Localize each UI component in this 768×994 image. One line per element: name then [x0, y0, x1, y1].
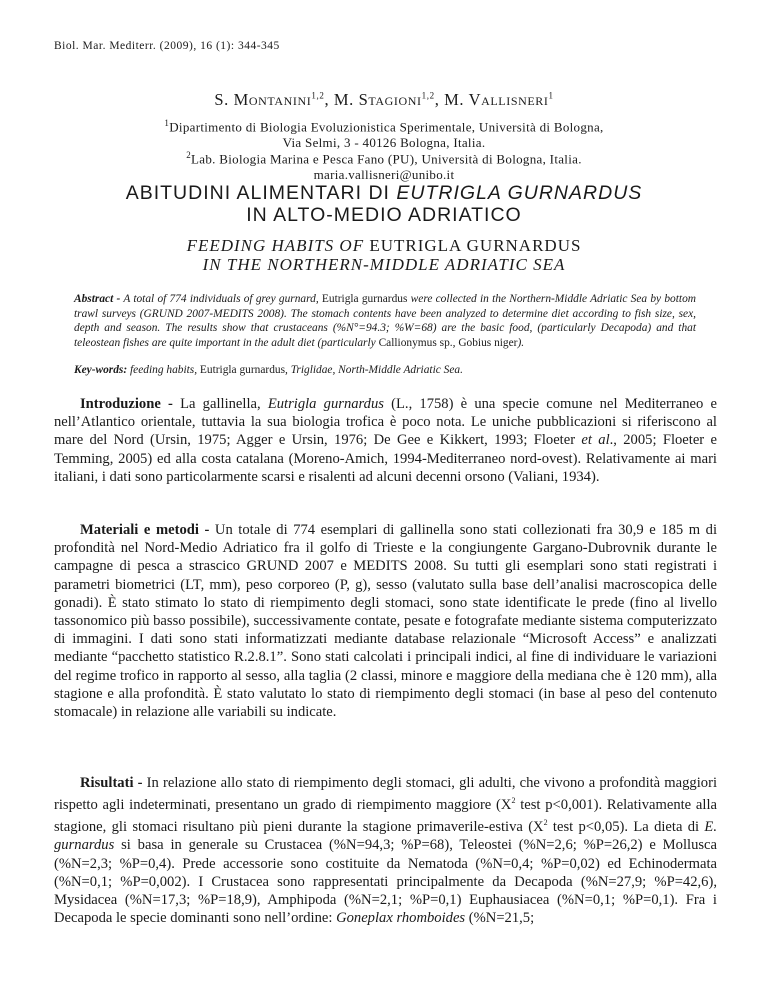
- affiliation-line: Via Selmi, 3 - 40126 Bologna, Italia.: [282, 135, 486, 151]
- affiliation-line: Dipartimento di Biologia Evoluzionistica Sperimentale, Università di Bologna,: [169, 119, 604, 135]
- abstract-text: ,: [452, 336, 459, 349]
- title-text: IN ALTO-MEDIO ADRIATICO: [246, 204, 522, 226]
- abstract-text: ).: [517, 336, 525, 349]
- section-heading: Risultati -: [80, 775, 143, 791]
- affiliation-1: [0, 115, 768, 151]
- abstract-species: Gobius niger: [458, 336, 518, 349]
- section-results: [54, 774, 717, 927]
- keywords-species: Eutrigla gurnardus: [199, 364, 286, 376]
- keywords-text: , Triglidae, North-Middle Adriatic Sea.: [285, 364, 463, 376]
- abstract-species: Callionymus sp.: [378, 336, 453, 349]
- body-text: (%N=21,5;: [465, 910, 535, 927]
- body-text: In relazione allo stato di riempimento degli stomaci, gli adulti, che vivono a profondità maggiori rispetto agli indeterminati, presentano un grado di riempimento maggiore (X: [54, 775, 717, 814]
- abstract: [74, 292, 696, 350]
- section-heading: Introduzione -: [80, 396, 173, 412]
- title-italian: [0, 182, 768, 226]
- keywords-label: Key-words:: [74, 364, 128, 376]
- title-species: EUTRIGLA GURNARDUS: [396, 182, 643, 204]
- body-text: Un totale di 774 esemplari di gallinella sono stati collezionati fra 30,9 e 185 m di profondità nel Nord-Medio Adriatico fra il golfo di Trieste e la congiungente Gargano-Dubrovnik durante le campagne di pesca a strascico GRUND 2007 e MEDITS 2008. Su tutti gli esemplari sono stati registrati i parametri biometrici (LT, mm), peso corporeo (P, g), sesso (valutato sulla base dell’analisi macroscopica delle gonadi). È stato stimato lo stato di riempimento degli stomaci, sono state identificate le prede (fino al livello tassonomico più basso possibile), successivamente contate, pesate e fotografate mediante sistema computerizzato di immagini. I dati sono stati informatizzati mediante database relazionale “Microsoft Access” e analizzati mediante “pacchetto statistico R.2.8.1”. Sono stati calcolati i principali indici, al fine di individuare le variazioni del regime trofico in rapporto al sesso, alla taglia (2 classi, minore e maggiore della mediana che è 120 mm), alla stagione e alla profondità. È stato valutato lo stato di riempimento degli stomaci (in base al peso del contenuto stomacale) in relazione alle variabili su indicate.: [54, 522, 717, 721]
- author-affiliation-mark: 1: [548, 90, 554, 101]
- abstract-text: A total of 774 individuals of grey gurnard,: [120, 293, 322, 305]
- author-affiliation-mark: 1,2: [421, 90, 435, 101]
- superscript: 2: [511, 796, 516, 806]
- body-text: et al: [581, 432, 610, 449]
- section-methods: [54, 521, 717, 721]
- title-species: EUTRIGLA GURNARDUS: [369, 236, 582, 255]
- title-english: [0, 236, 768, 274]
- affiliation-line: Lab. Biologia Marina e Pesca Fano (PU), Università di Bologna, Italia.: [191, 151, 582, 167]
- superscript: 2: [543, 818, 548, 828]
- journal-citation: Biol. Mar. Mediterr. (2009), 16 (1): 344-345: [54, 40, 280, 52]
- section-introduction: [54, 395, 717, 486]
- body-text: test p<0,05). La dieta di: [547, 819, 705, 836]
- title-text: FEEDING HABITS OF: [186, 236, 370, 255]
- affiliation-mark: 1: [164, 118, 170, 128]
- author-affiliation-mark: 1,2: [311, 90, 325, 101]
- title-text: IN THE NORTHERN-MIDDLE ADRIATIC SEA: [202, 255, 566, 274]
- section-heading: Materiali e metodi -: [80, 522, 210, 538]
- abstract-species: Eutrigla gurnardus: [321, 293, 408, 305]
- body-text: La gallinella,: [172, 396, 268, 412]
- body-text: ., 2005; Floeter e Temming, 2005) ed alla costa catalana (Moreno-Amich, 1994-Mediterraneo nord-ovest). Relativamente ai mari italiani, i dati sono particolarmente scarsi e risalenti ad alcuni decenni orsono (Valiani, 1934).: [54, 432, 717, 485]
- abstract-text: were collected in the Northern-Middle Adriatic Sea by bottom trawl surveys (GRUND 2007-MEDITS 2008). The stomach contents have been analyzed to determine diet according to fish size, sex, depth and season. The results show that crustaceans (%N°=94.3; %W=68) are the basic food, (particularly Decapoda) and that teleostean fishes are quite important in the adult diet (particularly: [74, 293, 697, 349]
- species-name: Eutrigla gurnardus: [267, 396, 384, 412]
- body-text: si basa in generale su Crustacea (%N=94,3; %P=68), Teleostei (%N=2,6; %P=26,2) e Mollusca (%N=2,3; %P=0,4). Prede accessorie sono costituite da Nematoda (%N=0,4; %P=0,02) ed Echinodermata (%N=0,1; %P=0,002). I Crustacea sono rappresentati principalmente da Decapoda (%N=27,9; %P=42,6), Mysidacea (%N=17,3; %P=18,9), Amphipoda (%N=2,1; %P=0,1) Euphausiacea (%N=0,1; %P=0,1). Fra i Decapoda le specie dominanti sono nell’ordine:: [54, 837, 717, 927]
- body-text: test p<0,001). Relativamente alla stagione, gli stomaci risultano più pieni durante la stagione primaverile-estiva (X: [54, 797, 717, 836]
- body-text: (L., 1758) è una specie comune nel Mediterraneo e nell’Atlantico orientale, tuttavia la sua biologia trofica è poco nota. Le uniche pubblicazioni si riferiscono al mare del Nord (Ursin, 1975; Agger e Ursin, 1976; De Gee e Kikkert, 1993; Floeter: [54, 396, 717, 449]
- author-name: M. Vallisneri: [444, 90, 549, 109]
- keywords: [74, 364, 696, 376]
- author-list: S. Montanini$^{1,2}$, M. Stagioni$^{1,2}$, M. Vallisneri$^1$: [214, 90, 554, 109]
- affiliation-2: [0, 147, 768, 183]
- abstract-label: Abstract -: [74, 293, 121, 305]
- keywords-text: feeding habits,: [127, 364, 200, 376]
- contact-email[interactable]: maria.vallisneri@unibo.it: [313, 167, 455, 183]
- title-text: ABITUDINI ALIMENTARI DI: [125, 182, 397, 204]
- author-name: S. Montanini: [214, 90, 312, 109]
- species-name: Goneplax rhomboides: [336, 910, 466, 927]
- species-name: E. gurnardus: [54, 819, 717, 854]
- author-name: M. Stagioni: [333, 90, 422, 109]
- affiliation-mark: 2: [186, 150, 192, 160]
